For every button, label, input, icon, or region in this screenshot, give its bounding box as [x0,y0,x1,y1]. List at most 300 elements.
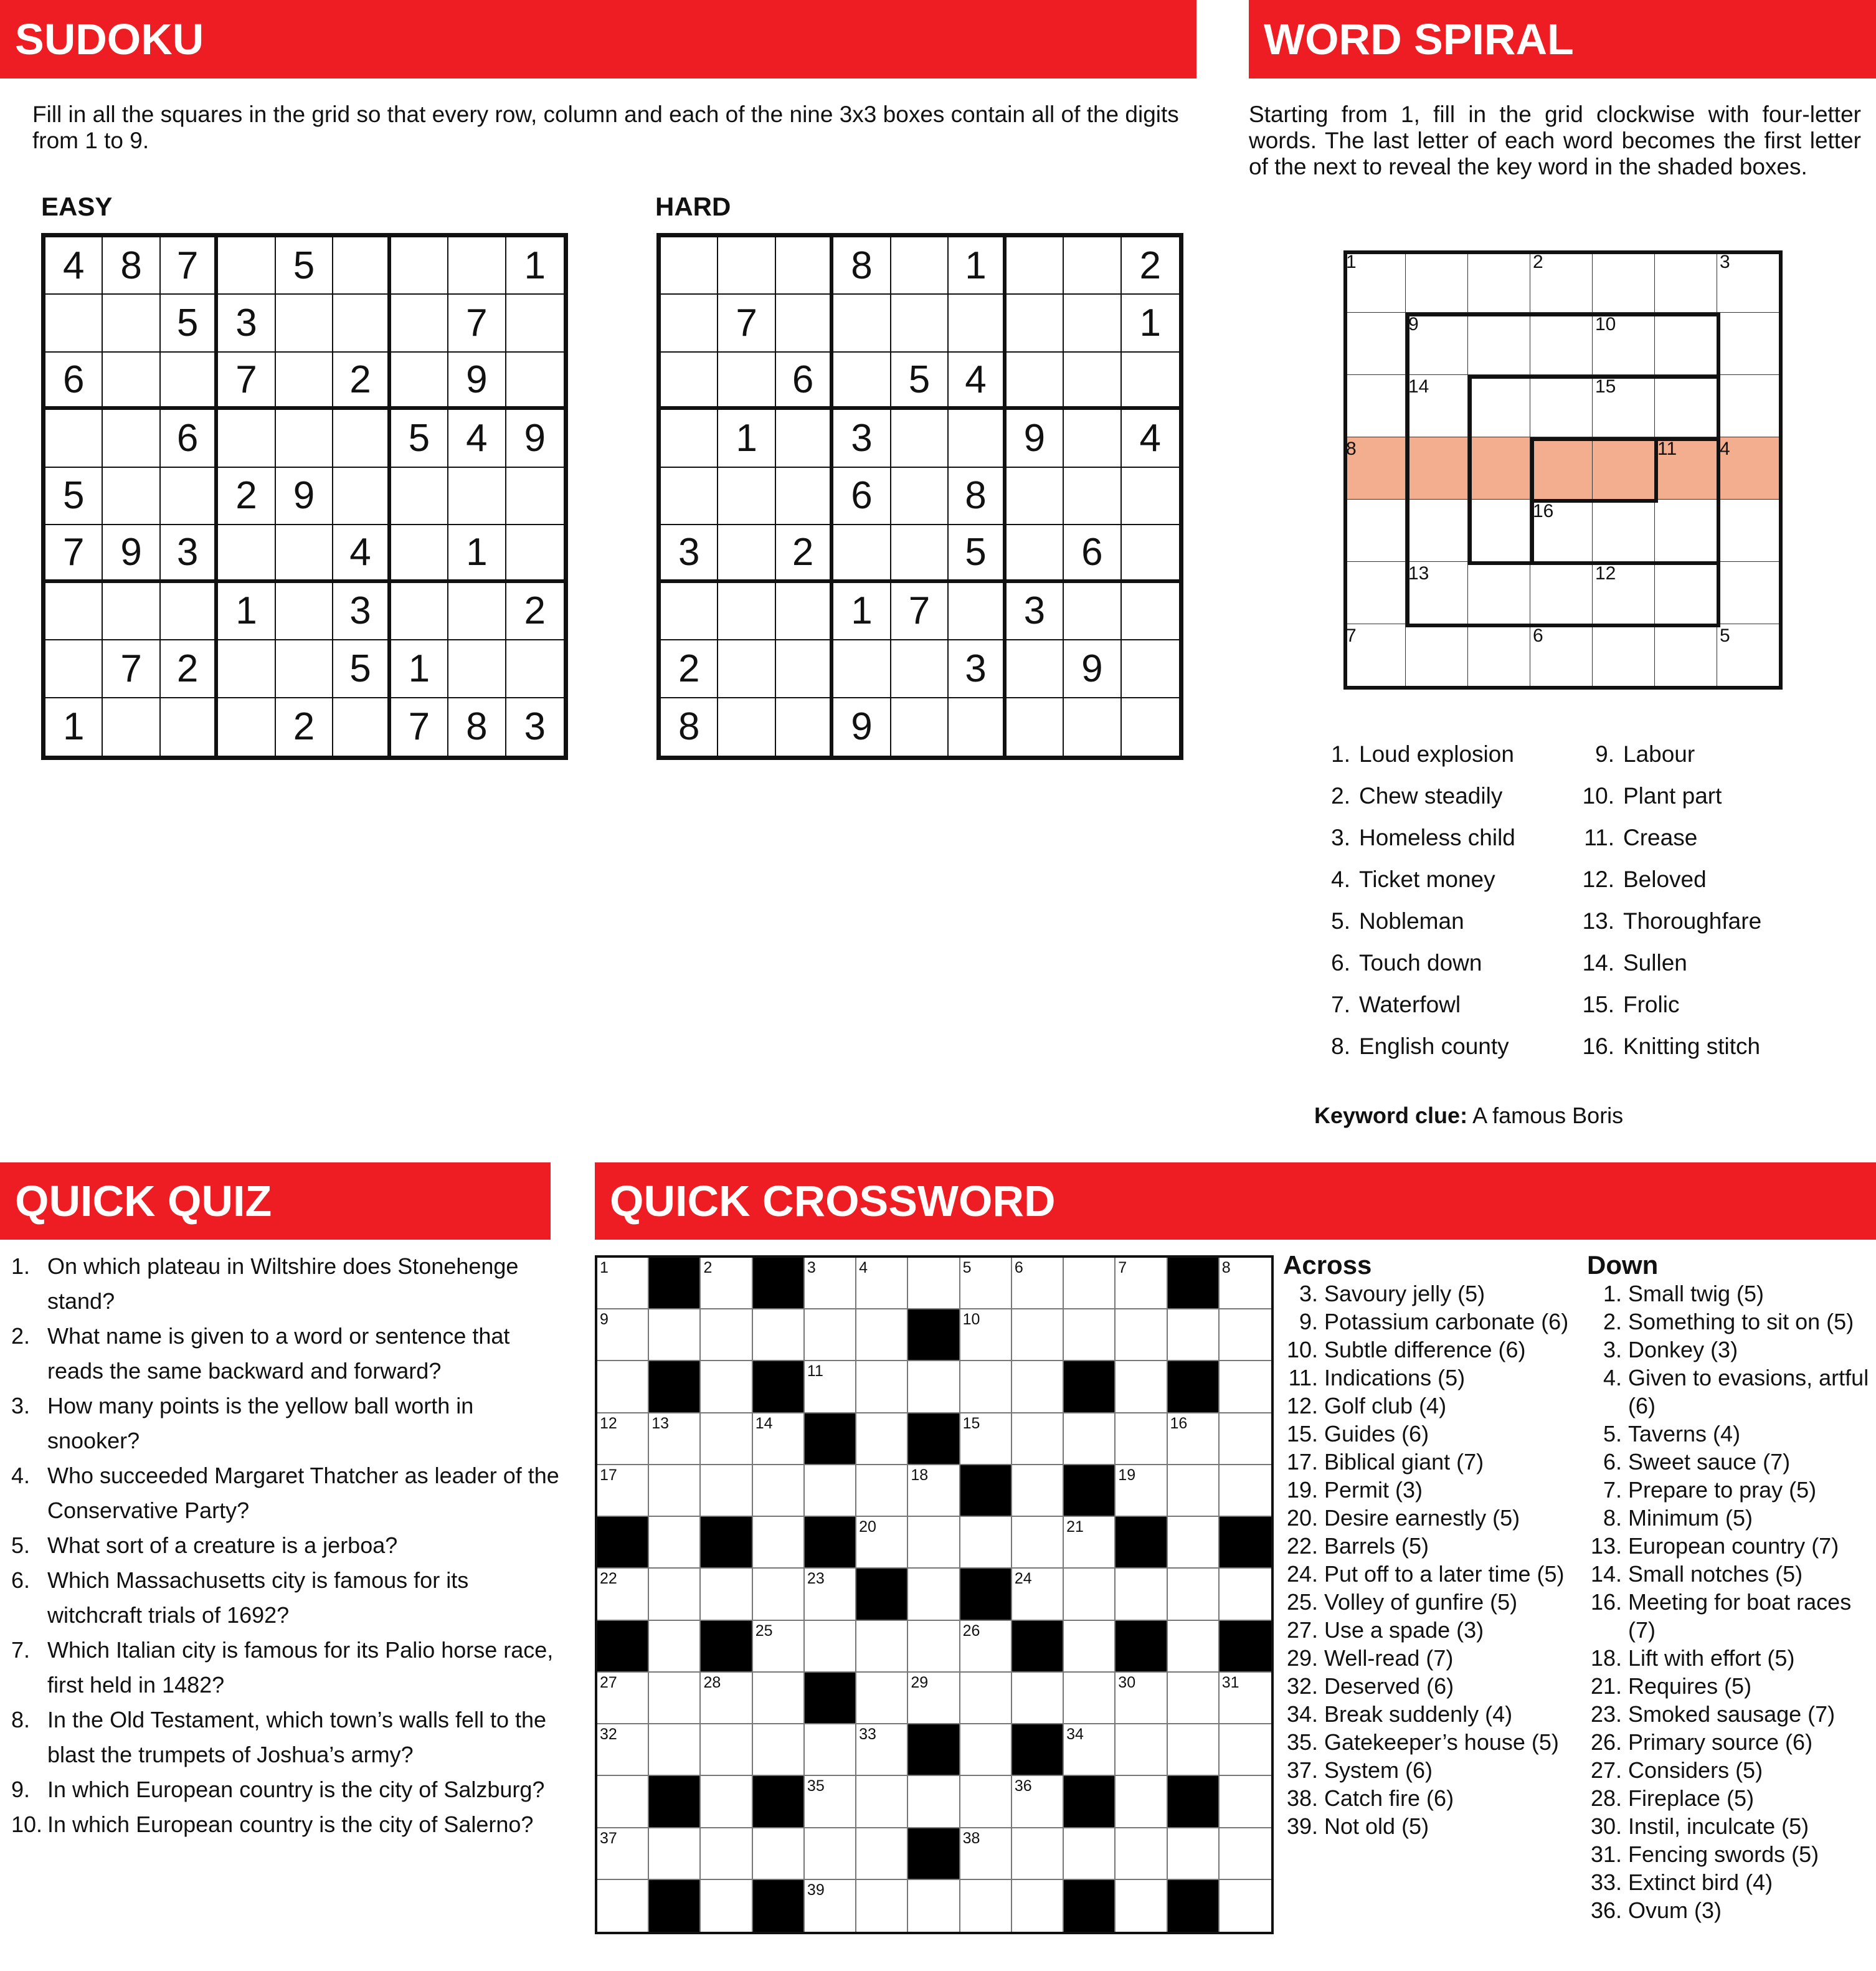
crossword-cell[interactable] [1064,1621,1116,1673]
crossword-cell[interactable] [1220,1828,1271,1880]
sudoku-cell[interactable] [1007,698,1064,756]
sudoku-cell[interactable]: 5 [161,295,218,352]
crossword-cell[interactable] [597,1880,649,1932]
sudoku-cell[interactable] [333,237,391,295]
sudoku-cell[interactable]: 1 [506,237,564,295]
sudoku-cell[interactable] [718,583,775,640]
sudoku-cell[interactable]: 3 [218,295,275,352]
crossword-cell[interactable] [701,1673,752,1724]
crossword-cell[interactable] [1168,1724,1220,1776]
crossword-cell[interactable] [805,1776,856,1828]
crossword-cell[interactable] [597,1413,649,1465]
crossword-cell[interactable] [701,1309,752,1361]
sudoku-cell[interactable] [276,295,333,352]
crossword-cell[interactable] [649,1569,701,1620]
sudoku-cell[interactable] [218,410,275,467]
sudoku-cell[interactable] [103,410,160,467]
sudoku-cell[interactable]: 7 [391,698,448,756]
sudoku-cell[interactable]: 3 [161,525,218,582]
crossword-cell[interactable] [960,1258,1012,1309]
crossword-cell[interactable] [856,1828,908,1880]
sudoku-cell[interactable] [391,583,448,640]
sudoku-cell[interactable] [1007,525,1064,582]
sudoku-cell[interactable] [276,410,333,467]
crossword-cell[interactable] [1012,1569,1064,1620]
sudoku-cell[interactable] [103,353,160,410]
sudoku-cell[interactable]: 1 [833,583,891,640]
sudoku-cell[interactable] [448,468,506,525]
crossword-cell[interactable] [960,1517,1012,1569]
sudoku-cell[interactable] [276,353,333,410]
sudoku-cell[interactable] [891,295,949,352]
sudoku-cell[interactable]: 1 [45,698,103,756]
crossword-cell[interactable] [597,1828,649,1880]
crossword-cell[interactable] [1116,1673,1167,1724]
crossword-cell[interactable] [1220,1309,1271,1361]
sudoku-cell[interactable]: 6 [1064,525,1121,582]
sudoku-cell[interactable]: 5 [949,525,1006,582]
crossword-cell[interactable] [1012,1776,1064,1828]
sudoku-cell[interactable] [661,353,718,410]
sudoku-cell[interactable] [391,295,448,352]
sudoku-cell[interactable] [391,468,448,525]
crossword-cell[interactable] [805,1569,856,1620]
sudoku-cell[interactable] [333,468,391,525]
sudoku-cell[interactable] [949,583,1006,640]
crossword-cell[interactable] [856,1776,908,1828]
sudoku-cell[interactable] [718,640,775,698]
sudoku-cell[interactable] [1122,640,1179,698]
sudoku-cell[interactable] [276,640,333,698]
sudoku-cell[interactable] [891,525,949,582]
crossword-cell[interactable] [908,1569,960,1620]
sudoku-cell[interactable]: 8 [448,698,506,756]
sudoku-cell[interactable] [1064,698,1121,756]
sudoku-cell[interactable] [1007,237,1064,295]
crossword-cell[interactable] [753,1413,805,1465]
sudoku-cell[interactable]: 3 [1007,583,1064,640]
crossword-cell[interactable] [908,1673,960,1724]
sudoku-cell[interactable] [103,295,160,352]
crossword-cell[interactable] [701,1569,752,1620]
sudoku-cell[interactable] [833,353,891,410]
sudoku-cell[interactable]: 8 [661,698,718,756]
crossword-cell[interactable] [1064,1413,1116,1465]
sudoku-cell[interactable] [661,237,718,295]
crossword-cell[interactable] [805,1465,856,1517]
crossword-cell[interactable] [856,1673,908,1724]
sudoku-cell[interactable] [103,468,160,525]
crossword-cell[interactable] [597,1361,649,1413]
crossword-cell[interactable] [805,1828,856,1880]
sudoku-cell[interactable] [333,698,391,756]
sudoku-cell[interactable]: 2 [333,353,391,410]
crossword-cell[interactable] [1012,1828,1064,1880]
crossword-cell[interactable] [856,1621,908,1673]
crossword-cell[interactable] [1064,1309,1116,1361]
crossword-cell[interactable] [649,1724,701,1776]
crossword-cell[interactable] [908,1621,960,1673]
sudoku-cell[interactable] [1007,353,1064,410]
crossword-cell[interactable] [649,1309,701,1361]
crossword-cell[interactable] [753,1828,805,1880]
crossword-cell[interactable] [1064,1828,1116,1880]
sudoku-cell[interactable] [391,353,448,410]
sudoku-cell[interactable]: 5 [333,640,391,698]
crossword-cell[interactable] [1168,1569,1220,1620]
sudoku-cell[interactable] [1064,468,1121,525]
sudoku-cell[interactable] [718,525,775,582]
sudoku-cell[interactable]: 4 [1122,410,1179,467]
crossword-cell[interactable] [1116,1776,1167,1828]
sudoku-cell[interactable]: 9 [1007,410,1064,467]
sudoku-cell[interactable]: 6 [161,410,218,467]
crossword-cell[interactable] [1012,1673,1064,1724]
crossword-cell[interactable] [753,1724,805,1776]
sudoku-cell[interactable]: 4 [333,525,391,582]
sudoku-cell[interactable] [776,583,833,640]
sudoku-cell[interactable] [1122,698,1179,756]
sudoku-cell[interactable]: 7 [103,640,160,698]
crossword-cell[interactable] [1012,1517,1064,1569]
crossword-cell[interactable] [1116,1413,1167,1465]
crossword-cell[interactable] [1064,1517,1116,1569]
crossword-cell[interactable] [908,1880,960,1932]
sudoku-cell[interactable] [161,698,218,756]
sudoku-cell[interactable]: 9 [1064,640,1121,698]
sudoku-cell[interactable]: 3 [333,583,391,640]
sudoku-cell[interactable] [218,698,275,756]
crossword-cell[interactable] [1168,1828,1220,1880]
sudoku-cell[interactable] [661,410,718,467]
sudoku-cell[interactable]: 6 [776,353,833,410]
crossword-cell[interactable] [908,1776,960,1828]
sudoku-cell[interactable]: 9 [506,410,564,467]
sudoku-cell[interactable] [1007,295,1064,352]
sudoku-cell[interactable]: 3 [949,640,1006,698]
sudoku-cell[interactable] [718,237,775,295]
sudoku-cell[interactable] [718,698,775,756]
crossword-cell[interactable] [649,1413,701,1465]
crossword-cell[interactable] [701,1258,752,1309]
sudoku-cell[interactable]: 4 [45,237,103,295]
crossword-cell[interactable] [1220,1673,1271,1724]
sudoku-cell[interactable] [776,468,833,525]
sudoku-cell[interactable] [718,353,775,410]
sudoku-cell[interactable]: 5 [891,353,949,410]
crossword-cell[interactable] [1168,1621,1220,1673]
crossword-cell[interactable] [805,1880,856,1932]
sudoku-cell[interactable] [333,410,391,467]
sudoku-cell[interactable]: 5 [276,237,333,295]
crossword-cell[interactable] [1220,1569,1271,1620]
crossword-cell[interactable] [753,1621,805,1673]
sudoku-cell[interactable] [776,410,833,467]
crossword-cell[interactable] [753,1517,805,1569]
crossword-cell[interactable] [701,1776,752,1828]
sudoku-cell[interactable] [1122,525,1179,582]
sudoku-cell[interactable] [1122,583,1179,640]
sudoku-cell[interactable] [949,295,1006,352]
sudoku-cell[interactable] [776,698,833,756]
crossword-cell[interactable] [856,1724,908,1776]
crossword-cell[interactable] [649,1621,701,1673]
sudoku-cell[interactable]: 8 [833,237,891,295]
crossword-black-square [908,1724,960,1776]
sudoku-cell[interactable]: 1 [718,410,775,467]
sudoku-cell[interactable]: 7 [448,295,506,352]
crossword-cell[interactable] [1116,1465,1167,1517]
crossword-cell[interactable] [597,1776,649,1828]
crossword-cell[interactable] [856,1880,908,1932]
sudoku-cell[interactable] [218,525,275,582]
sudoku-cell[interactable]: 5 [391,410,448,467]
crossword-cell[interactable] [908,1258,960,1309]
sudoku-cell[interactable] [1064,583,1121,640]
sudoku-cell[interactable] [276,583,333,640]
sudoku-cell[interactable] [776,237,833,295]
crossword-cell[interactable] [960,1309,1012,1361]
sudoku-cell[interactable]: 2 [661,640,718,698]
sudoku-cell[interactable]: 1 [949,237,1006,295]
sudoku-cell[interactable] [45,640,103,698]
sudoku-cell[interactable]: 9 [448,353,506,410]
sudoku-cell[interactable] [506,295,564,352]
sudoku-cell[interactable]: 3 [524,705,546,749]
sudoku-cell[interactable]: 2 [161,640,218,698]
sudoku-cell[interactable] [833,640,891,698]
crossword-cell[interactable] [1064,1673,1116,1724]
sudoku-cell[interactable]: 7 [218,353,275,410]
crossword-cell[interactable] [1064,1569,1116,1620]
crossword-cell[interactable] [649,1828,701,1880]
crossword-cell[interactable] [753,1465,805,1517]
sudoku-cell[interactable] [1064,295,1121,352]
sudoku-cell[interactable] [506,468,564,525]
sudoku-cell[interactable] [161,353,218,410]
sudoku-cell[interactable] [45,583,103,640]
sudoku-cell[interactable] [1064,410,1121,467]
crossword-cell[interactable] [597,1309,649,1361]
sudoku-cell[interactable]: 2 [276,698,333,756]
crossword-cell[interactable] [753,1309,805,1361]
crossword-cell[interactable] [805,1258,856,1309]
sudoku-cell[interactable] [218,237,275,295]
crossword-cell[interactable] [1220,1776,1271,1828]
sudoku-cell[interactable]: 1 [391,640,448,698]
crossword-cell[interactable] [1116,1258,1167,1309]
sudoku-cell[interactable] [276,525,333,582]
sudoku-cell[interactable]: 1 [218,583,275,640]
sudoku-cell[interactable] [1064,353,1121,410]
crossword-cell[interactable] [649,1673,701,1724]
sudoku-cell[interactable] [661,583,718,640]
crossword-cell[interactable] [701,1828,752,1880]
sudoku-cell[interactable]: 8 [103,237,160,295]
crossword-cell[interactable] [1012,1413,1064,1465]
sudoku-cell[interactable]: 1 [1122,295,1179,352]
sudoku-cell[interactable] [891,468,949,525]
sudoku-cell[interactable]: 1 [448,525,506,582]
sudoku-cell[interactable] [448,237,506,295]
sudoku-cell[interactable]: 2 [776,525,833,582]
crossword-cell[interactable] [908,1361,960,1413]
sudoku-cell[interactable] [1064,237,1121,295]
sudoku-cell[interactable] [448,640,506,698]
crossword-cell[interactable] [1116,1724,1167,1776]
crossword-cell[interactable] [701,1361,752,1413]
sudoku-cell[interactable]: 2 [1122,237,1179,295]
crossword-cell[interactable] [960,1413,1012,1465]
sudoku-cell[interactable] [776,295,833,352]
sudoku-cell[interactable]: 2 [506,583,564,640]
crossword-cell[interactable] [1168,1309,1220,1361]
crossword-cell[interactable] [701,1724,752,1776]
crossword-cell[interactable] [649,1465,701,1517]
crossword-cell[interactable] [908,1517,960,1569]
sudoku-cell[interactable] [506,525,564,582]
crossword-cell[interactable] [1220,1465,1271,1517]
crossword-cell[interactable] [856,1361,908,1413]
sudoku-cell[interactable]: 4 [448,410,506,467]
crossword-cell[interactable] [805,1361,856,1413]
sudoku-cell[interactable] [103,583,160,640]
crossword-cell[interactable] [1220,1413,1271,1465]
sudoku-cell[interactable] [661,468,718,525]
crossword-cell[interactable] [1012,1880,1064,1932]
crossword-cell[interactable] [856,1413,908,1465]
crossword-cell-number: 8 [1221,1259,1231,1276]
crossword-cell[interactable] [1116,1569,1167,1620]
sudoku-cell[interactable]: 7 [718,295,775,352]
sudoku-cell[interactable]: 9 [276,468,333,525]
sudoku-cell[interactable]: 6 [45,353,103,410]
crossword-cell[interactable] [1116,1828,1167,1880]
crossword-cell[interactable] [1220,1724,1271,1776]
crossword-cell[interactable] [649,1517,701,1569]
sudoku-cell[interactable]: 7 [891,583,949,640]
sudoku-cell[interactable]: 9 [833,698,891,756]
crossword-cell[interactable] [960,1361,1012,1413]
crossword-cell[interactable] [1116,1361,1167,1413]
crossword-cell[interactable] [701,1880,752,1932]
sudoku-cell[interactable]: 2 [218,468,275,525]
sudoku-cell[interactable] [45,295,103,352]
crossword-cell[interactable] [805,1724,856,1776]
sudoku-cell[interactable] [949,698,1006,756]
crossword-cell[interactable] [1220,1258,1271,1309]
crossword-cell[interactable] [960,1673,1012,1724]
crossword-cell[interactable] [597,1724,649,1776]
crossword-cell[interactable] [1116,1309,1167,1361]
sudoku-cell[interactable]: 7 [45,525,103,582]
sudoku-cell[interactable] [506,640,564,698]
crossword-cell[interactable] [753,1673,805,1724]
crossword-cell[interactable] [1064,1258,1116,1309]
sudoku-cell[interactable] [161,468,218,525]
crossword-cell[interactable] [1012,1361,1064,1413]
sudoku-cell[interactable]: 3 [833,410,891,467]
crossword-cell[interactable] [701,1413,752,1465]
sudoku-cell[interactable] [1122,353,1179,410]
crossword-cell[interactable] [1220,1880,1271,1932]
crossword-cell[interactable] [701,1465,752,1517]
sudoku-cell[interactable] [891,410,949,467]
crossword-cell[interactable] [856,1309,908,1361]
sudoku-cell[interactable] [949,410,1006,467]
crossword-cell[interactable] [856,1258,908,1309]
sudoku-cell[interactable]: 5 [45,468,103,525]
quiz-banner: QUICK QUIZ [0,1162,551,1240]
crossword-cell[interactable] [597,1258,649,1309]
crossword-cell[interactable] [1012,1309,1064,1361]
sudoku-cell[interactable] [661,295,718,352]
crossword-cell[interactable] [1168,1465,1220,1517]
sudoku-cell[interactable] [448,583,506,640]
sudoku-cell[interactable] [891,698,949,756]
crossword-cell[interactable] [856,1517,908,1569]
sudoku-cell[interactable] [776,640,833,698]
crossword-cell[interactable] [597,1569,649,1620]
crossword-cell[interactable] [805,1309,856,1361]
crossword-cell[interactable] [960,1828,1012,1880]
sudoku-cell[interactable] [1122,468,1179,525]
sudoku-cell[interactable]: 9 [103,525,160,582]
sudoku-cell[interactable] [45,410,103,467]
sudoku-cell[interactable] [391,525,448,582]
sudoku-cell[interactable] [718,468,775,525]
across-clue-text: Use a spade (3) [1324,1617,1484,1643]
sudoku-cell[interactable] [391,237,448,295]
crossword-cell[interactable] [1012,1465,1064,1517]
sudoku-cell[interactable] [333,295,391,352]
crossword-cell[interactable] [908,1465,960,1517]
crossword-cell[interactable] [1168,1413,1220,1465]
sudoku-cell[interactable] [833,295,891,352]
sudoku-cell[interactable]: 4 [949,353,1006,410]
sudoku-cell[interactable] [103,698,160,756]
sudoku-cell[interactable] [833,525,891,582]
sudoku-cell[interactable] [161,583,218,640]
crossword-cell[interactable] [856,1465,908,1517]
across-clue [1283,1308,1576,1336]
crossword-cell[interactable] [805,1621,856,1673]
sudoku-cell[interactable]: 7 [161,237,218,295]
sudoku-cell[interactable] [891,237,949,295]
crossword-cell[interactable] [1168,1673,1220,1724]
crossword-cell[interactable] [1220,1361,1271,1413]
crossword-cell[interactable] [1168,1517,1220,1569]
crossword-cell[interactable] [960,1776,1012,1828]
crossword-cell[interactable] [597,1673,649,1724]
crossword-cell[interactable] [960,1724,1012,1776]
sudoku-cell[interactable] [1007,640,1064,698]
sudoku-cell[interactable] [1007,468,1064,525]
crossword-cell[interactable] [597,1465,649,1517]
sudoku-cell[interactable]: 6 [833,468,891,525]
crossword-cell[interactable] [1012,1258,1064,1309]
crossword-cell[interactable] [1064,1724,1116,1776]
sudoku-cell[interactable] [506,353,564,410]
sudoku-cell[interactable]: 3 [661,525,718,582]
crossword-cell[interactable] [1116,1880,1167,1932]
crossword-cell[interactable] [960,1880,1012,1932]
crossword-cell[interactable] [753,1569,805,1620]
sudoku-cell[interactable] [218,640,275,698]
sudoku-cell[interactable]: 8 [949,468,1006,525]
sudoku-cell[interactable] [891,640,949,698]
crossword-cell[interactable] [960,1621,1012,1673]
